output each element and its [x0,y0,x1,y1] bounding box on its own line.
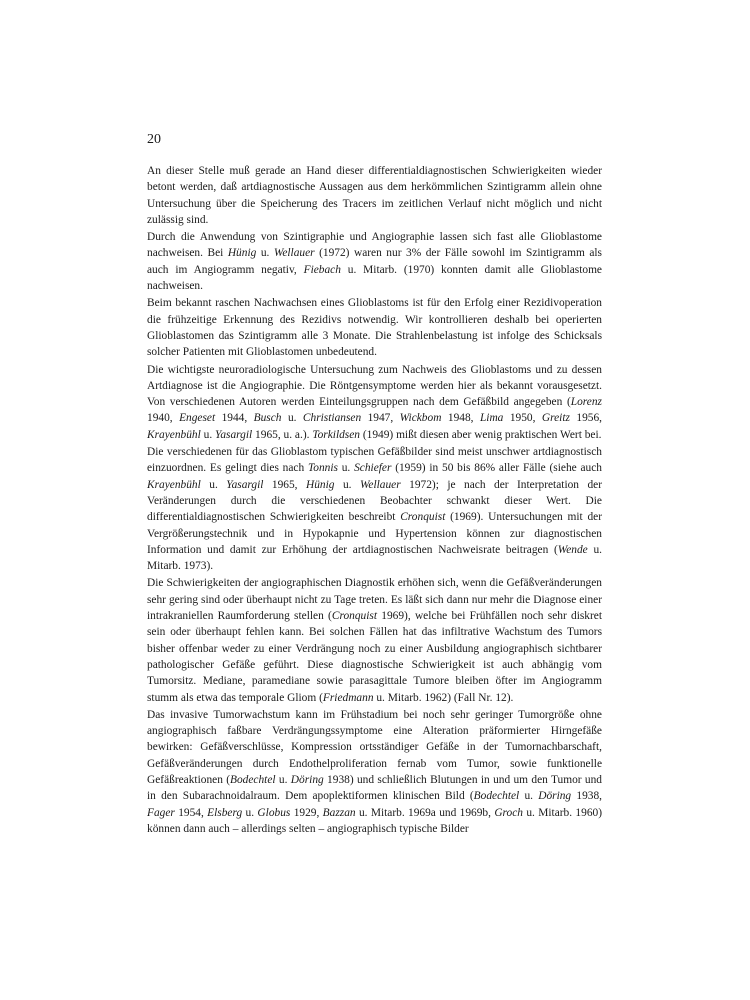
cited-author: Groch [494,806,523,819]
cited-author: Krayenbühl [147,478,201,491]
text-run: 1965, u. a.). [252,428,313,441]
text-run: u. Mitarb. 1960) können dann auch – allerdings selten – angiographisch typische Bilder [147,806,603,835]
paragraph [147,444,602,574]
text-run: (1949) mißt diesen aber wenig praktischen Wert bei. [360,428,602,441]
cited-author: Bodechtel [230,773,276,786]
cited-author: Schiefer [354,462,392,475]
paragraph [147,707,602,837]
cited-author: Wellauer [359,478,401,491]
text-run: u. [519,790,539,803]
text-run: 1950, [503,412,542,425]
cited-author: Hünig [227,247,257,260]
text-run: u. [200,478,227,491]
cited-author: Wende [557,543,588,556]
text-run: 1956, [569,412,603,425]
text-run: 1948, [441,412,480,425]
text-run: (1959) in 50 bis 86% aller Fälle (siehe auch [391,462,602,475]
cited-author: Greitz [541,412,570,425]
cited-author: Globus [257,806,291,819]
cited-author: Hünig [306,478,335,491]
cited-author: Yasargil [226,478,264,491]
text-run: u. [256,247,274,260]
text-run: Die Schwierigkeiten der angiographischen Diagnostik erhöhen sich, wenn die Gefäßveränderungen sehr gering sind oder überhaupt nicht zu Tage treten. Es läßt sich dann nur mehr die Diagnose einer intrakraniellen Raumforderung stellen ( [147,577,602,623]
text-run: Beim bekannt raschen Nachwachsen eines Glioblastoms ist für den Erfolg einer Rezidivoperation die frühzeitige Erkennung des Rezidivs notwendig. Wir kontrollieren deshalb bei operierten Glioblastomen das Szintigramm alle 3 Monate. Die Strahlenbelastung ist infolge des Schicksals solcher Patienten mit Glioblastomen unbedeutend. [147,297,602,359]
text-run: An dieser Stelle muß gerade an Hand dieser differentialdiagnostischen Schwierigkeiten wieder betont werden, daß artdiagnostische Aussagen aus dem herkömmlichen Szintigramm allein ohne Untersuchung über die Speicherung des Tracers im zeitlichen Verlauf nicht möglich und nicht zulässig sind. [147,165,602,226]
text-run: Die verschiedenen für das Glioblastom typischen Gefäßbilder sind meist unschwer artdiagnostisch einzuordnen. Es gelingt dies nach [147,446,602,475]
cited-author: Cronquist [331,610,378,623]
text-run: u. Mitarb. 1962) (Fall Nr. 12). [373,691,514,704]
cited-author: Tonnis [307,462,338,475]
text-run: (1969). Untersuchungen mit der Vergrößerungstechnik und in Hypokapnie und Hypertension können zur diagnostischen Information und damit zur Erhöhung der artdiagnostischen Nachweisrate beitragen ( [147,511,602,556]
text-run: (1972) waren nur 3% der Fälle sowohl im Szintigramm als auch im Angiogramm negativ, [147,247,602,276]
paragraph [147,575,602,705]
cited-author: Bodechtel [473,790,520,803]
cited-author: Döring [290,773,324,786]
cited-author: Lima [479,412,504,425]
cited-author: Busch [253,412,282,425]
text-run: 1944, [215,412,254,425]
paragraph [147,163,602,228]
text-run: Die wichtigste neuroradiologische Untersuchung zum Nachweis des Glioblastoms und zu dessen Artdiagnose ist die Angiographie. Die Röntgensymptome werden hier als bekannt vorausgesetzt. Von verschiedenen Autoren werden Einteilungsgruppen nach dem Gefäßbild angegeben ( [147,363,602,409]
text-run: Durch die Anwendung von Szintigraphie und Angiographie lassen sich fast alle Glioblastome nachweisen. Bei [147,231,602,260]
paragraph [147,295,602,360]
cited-author: Christiansen [302,412,362,425]
text-run: 1965, [263,478,306,491]
text-run: 1954, [174,806,208,819]
cited-author: Döring [538,790,572,803]
text-run: 1947, [361,412,400,425]
cited-author: Cronquist [400,511,446,524]
cited-author: Bazzan [322,806,356,819]
text-run: u. Mitarb. 1973). [147,543,603,573]
paragraph [147,362,602,443]
cited-author: Friedmann [322,691,374,704]
cited-author: Wellauer [273,247,315,260]
text-run: 1938) und schließlich Blutungen in und um den Tumor und in den Subarachnoidalraum. Dem apoplektiformen klinischen Bild ( [147,773,602,803]
text-run: Das invasive Tumorwachstum kann im Frühstadium bei noch sehr geringer Tumorgröße ohne angiographisch faßbare Verdrängungssymptome eine Alteration präformierter Hirngefäße bewirken: Gefäßverschlüsse, Kompression ortsständiger Gefäße in der Tumornachbarschaft, Gefäßveränderungen durch Endothelproliferation fernab vom Tumor, sowie funktionelle Gefäßreaktionen ( [147,708,602,786]
text-run: 1940, [147,412,180,425]
text-run: u. [334,478,360,491]
cited-author: Torkildsen [312,428,360,441]
cited-author: Fiebach [303,263,341,276]
cited-author: Wickbom [399,412,442,425]
text-run: u. [337,462,355,475]
cited-author: Fager [147,806,175,819]
text-run: u. Mitarb. (1970) konnten damit alle Glioblastome nachweisen. [147,263,602,293]
page-number: 20 [147,132,161,147]
body-text [147,163,602,838]
text-run: u. Mitarb. 1969a und 1969b, [355,806,495,819]
text-run: 1938, [571,790,602,803]
cited-author: Engeset [179,412,216,425]
text-run: u. [200,428,216,441]
text-run: u. [242,806,258,819]
text-run: u. [275,773,291,786]
text-run: u. [281,412,303,425]
cited-author: Lorenz [570,396,602,409]
cited-author: Elsberg [207,806,243,819]
text-run: 1972); je nach der Interpretation der Veränderungen durch die verschiedenen Beobachter schwankt dieser Wert. Die differentialdiagnostischen Schwierigkeiten beschreibt [147,478,603,524]
cited-author: Krayenbühl [147,428,201,441]
paragraph [147,229,602,294]
cited-author: Yasargil [215,428,253,441]
text-run: 1929, [290,806,323,819]
text-run: 1969), welche bei Frühfällen noch sehr diskret sein oder überhaupt fehlen kann. Bei solchen Fällen hat das infiltrative Wachstum des Tumors bisher offenbar weder zu einer Verdrängung noch zu einer Ausbildung angiographisch sichtbarer pathologischer Gefäße geführt. Diese diagnostische Schwierigkeit ist auch abhängig vom Tumorsitz. Mediane, paramediane sowie parasagittale Tumore bleiben öfter im Angiogramm stumm als etwa das temporale Gliom ( [147,610,603,704]
